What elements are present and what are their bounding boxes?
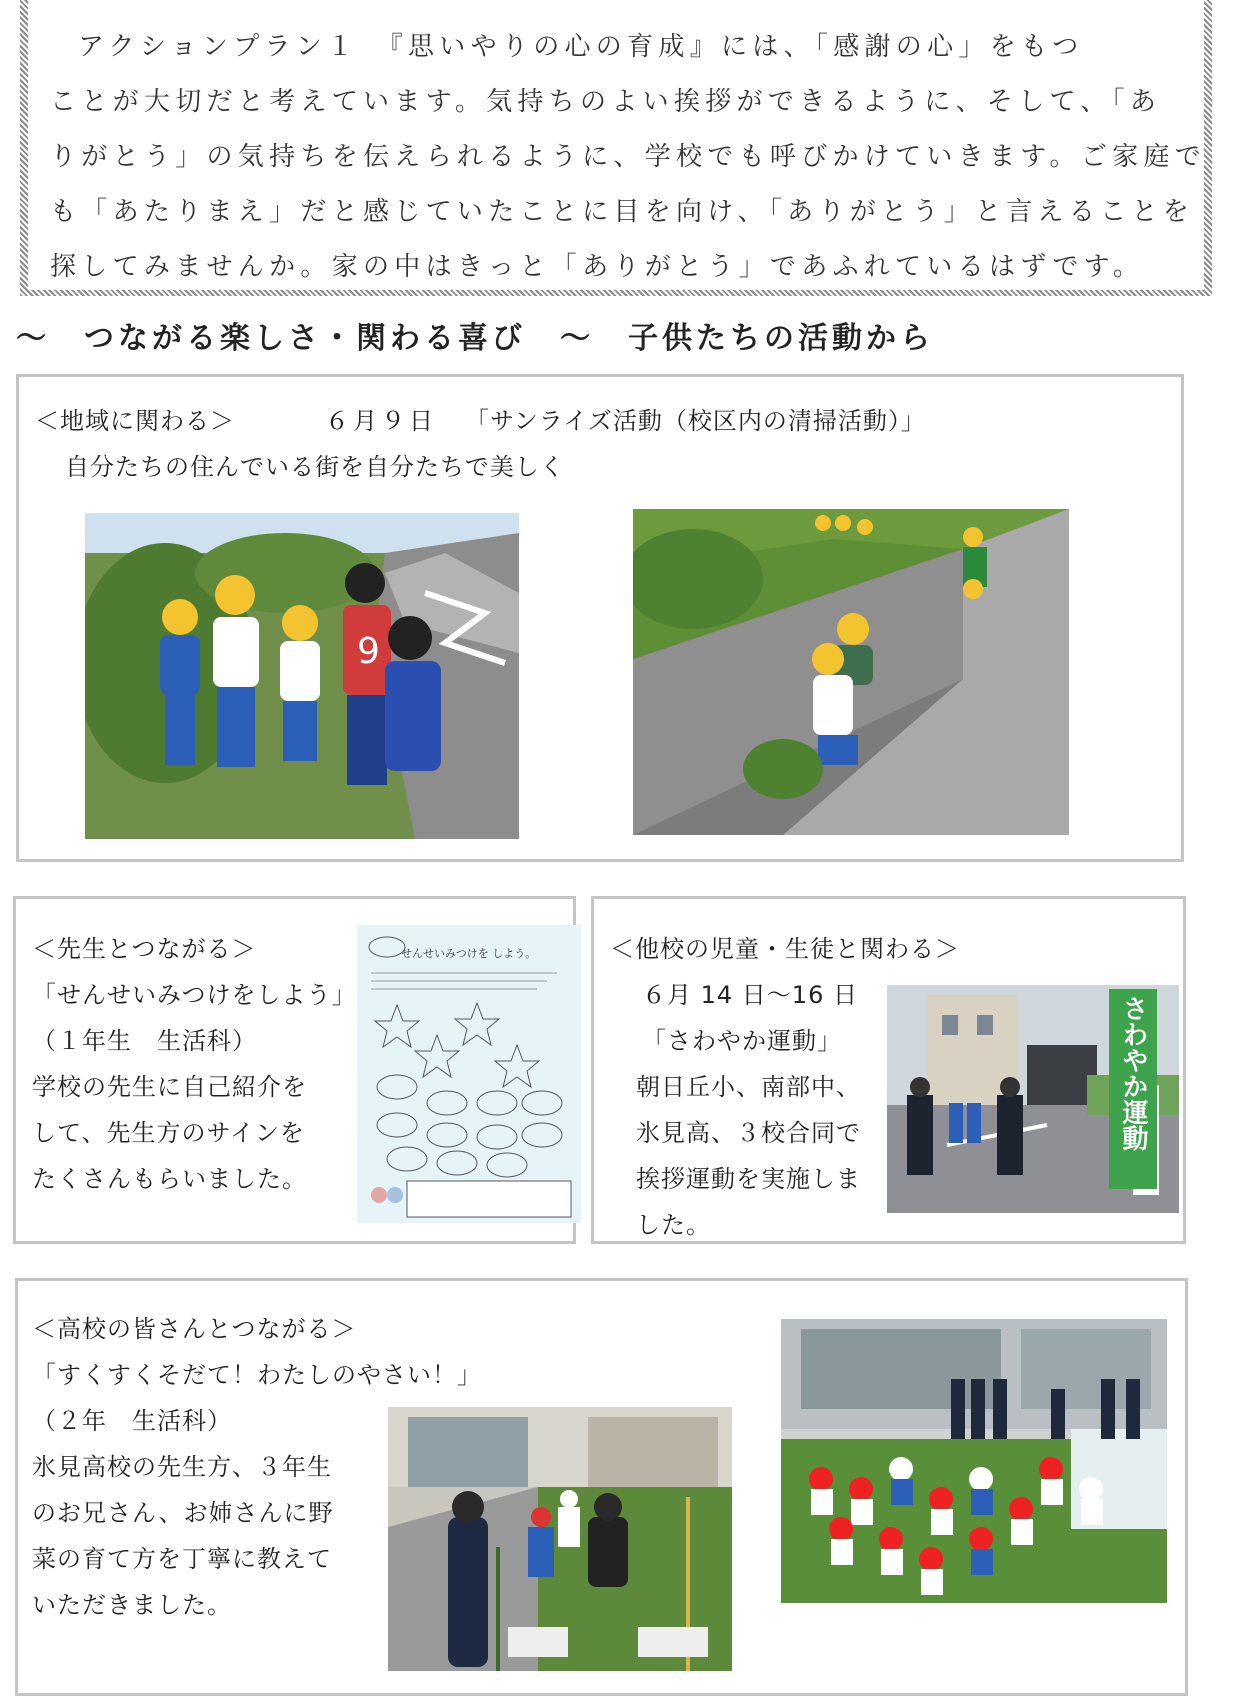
highschool-line: いただきました。: [32, 1591, 232, 1619]
worksheet-image: [357, 925, 581, 1223]
teachers-line: 学校の先生に自己紹介を: [32, 1073, 307, 1101]
community-desc: 自分たちの住んでいる街を自分たちで美しく: [65, 453, 565, 481]
highschool-box: [15, 1278, 1188, 1696]
teachers-line: たくさんもらいました。: [32, 1165, 307, 1193]
svg-text:9: 9: [357, 631, 380, 672]
otherschools-line: 朝日丘小、南部中、: [636, 1073, 861, 1101]
vegetable-photo-1: [388, 1407, 732, 1671]
teachers-line: 「せんせいみつけをしよう」: [32, 981, 357, 1009]
greeting-photo: [887, 985, 1179, 1213]
otherschools-line: 「さわやか運動」: [642, 1027, 842, 1055]
otherschools-title: ＜他校の児童・生徒と関わる＞: [610, 935, 960, 963]
teachers-line: して、先生方のサインを: [32, 1119, 305, 1147]
highschool-line: （２年 生活科）: [32, 1407, 232, 1435]
vegetable-photo-2: [781, 1319, 1167, 1603]
intro-line: も「あたりまえ」だと感じていたことに目を向け、「ありがとう」と言えることを: [50, 197, 1195, 227]
worksheet-title: せんせいみつけを しよう。: [401, 947, 537, 960]
banner-text: さわやか運動: [1118, 995, 1148, 1151]
highschool-line: 氷見高校の先生方、３年生: [32, 1453, 332, 1481]
intro-line: りがとう」の気持ちを伝えられるように、学校でも呼びかけていきます。ご家庭で: [50, 142, 1207, 172]
otherschools-line: ６月 14 日～16 日: [642, 981, 858, 1009]
otherschools-line: 挨拶運動を実施しま: [636, 1165, 861, 1193]
community-event: 「サンライズ活動（校区内の清掃活動）」: [465, 407, 926, 435]
section-heading: ～ つながる楽しさ・関わる喜び ～ 子供たちの活動から: [16, 321, 934, 356]
community-title: ＜地域に関わる＞: [35, 407, 235, 435]
community-box: [16, 374, 1184, 862]
cleanup-photo-2: [633, 509, 1069, 835]
highschool-line: 「すくすくそだて！わたしのやさい！」: [32, 1361, 482, 1389]
highschool-title: ＜高校の皆さんとつながる＞: [32, 1315, 357, 1343]
highschool-line: 菜の育て方を丁寧に教えて: [32, 1545, 332, 1573]
teachers-title: ＜先生とつながる＞: [32, 935, 257, 963]
intro-line: ことが大切だと考えています。気持ちのよい挨拶ができるように、そして、「あ: [50, 87, 1162, 117]
otherschools-line: 氷見高、３校合同で: [636, 1119, 861, 1147]
teachers-line: （１年生 生活科）: [32, 1027, 257, 1055]
cleanup-photo-1: [85, 513, 519, 839]
highschool-line: のお兄さん、お姉さんに野: [32, 1499, 334, 1527]
intro-line: 探してみませんか。家の中はきっと「ありがとう」であふれているはずです。: [50, 252, 1145, 282]
community-date: ６月９日: [325, 407, 437, 435]
intro-box: [20, 0, 1212, 296]
intro-line: アクションプラン１ 『思いやりの心の育成』には、「感謝の心」をもつ: [78, 32, 1084, 62]
teachers-box: [13, 896, 576, 1244]
otherschools-line: した。: [636, 1211, 711, 1239]
otherschools-box: [591, 896, 1186, 1244]
